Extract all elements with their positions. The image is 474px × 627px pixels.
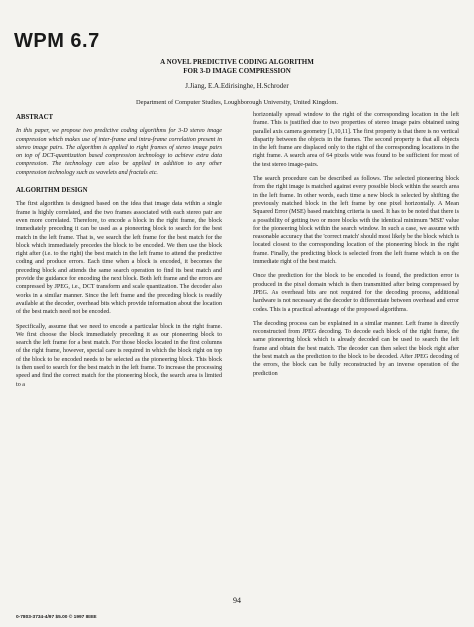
right-column: [253, 111, 459, 384]
paragraph: The first algorithm is designed based on the idea that image data within a single frame is highly correlated, and the two frames associated with each stereo pair are even more correlated. Therefore, to encode a block in the right frame, the block immediately preceding it can be used as a pioneering block to search for the best match in the left frame. That is, we search the left frame for the best match for the block which immediately precedes the block to be encoded. We then use the block right after (i.e. to the right) the best match in the left frame to attend the predictive coding and produce errors. Each time when a block is encoded, it becomes the preceding block and attends the same search operation to find its best match and provide the guidance for encoding the next block. Both left frame and the errors are compressed by JPEG, i.e., DCT transform and scale quantization. The decoder also works in a similar manner. Since the left frame and the preceding block is readily available at the decoder, overhead bits which provide information about the location of the best match need not be encoded.: [16, 201, 222, 316]
title-line-1: A NOVEL PREDICTIVE CODING ALGORITHM: [160, 58, 314, 66]
page-number: 94: [233, 596, 241, 605]
paragraph: The search procedure can be described as follows. The selected pioneering block from the right image is matched against every possible block within the search area in the left frame. In other words, each time a new block is selected by shifting the previously matched block in the left frame by one pixel horizontally. A Mean Squared Error (MSE) based matching criteria is used. It has to be noted that there is a possibility of getting two or more blocks with the identical minimum 'MSE' value for the pioneering block within the search window. In such a case, we assume with reasonable accuracy that the 'correct match' should most likely be the block which is located closest to the corresponding location of the pioneering block in the right frame. Finally, the predicting block is selected from the left frame which is on the immediate right of the best match.: [253, 176, 459, 266]
paragraph: Once the prediction for the block to be encoded is found, the prediction error is produced in the pixel domain which is then transmitted after being compressed by JPEG. As overhead bits are not required for the decoding process, additional hardware is not necessary at the decoder to differentiate between overhead and error codes. This is a practical advantage of the proposed algorithms.: [253, 273, 459, 313]
authors: J.Jiang, E.A.Edirisinghe, H.Schroder: [185, 82, 289, 90]
algorithm-design-heading: ALGORITHM DESIGN: [16, 187, 88, 195]
session-label: WPM 6.7: [14, 30, 100, 52]
paper-title: [0, 58, 474, 76]
copyright-footer: 0-7803-3734-4/97 $5.00 © 1997 IEEE: [16, 615, 97, 620]
abstract-text: In this paper, we propose two predictive coding algorithms for 3-D stereo image compression which makes use of inter-frame and intra-frame correlation present in stereo image pairs. The algorithm is applied to right frames of stereo image pairs on top of DCT-quantization based compression technology to achieve extra data compression. The technology can also be applied in addition to any other compression technology such as wavelets and fractals etc.: [16, 128, 222, 176]
left-column: [16, 114, 222, 395]
paragraph: Specifically, assume that we need to encode a particular block in the right frame. We first choose the block immediately preceding it as our pioneering block to search the left frame for a best match. For those blocks located in the first columns of the right frame, however, special care is required in which the block right on top of the block to be encoded needs to be selected as the pioneering block. This block is then used to search for the best match in the left frame. To increase the processing speed and find the correct match for the pioneering block, the search area is limited to a: [16, 323, 222, 388]
paragraph: The decoding process can be explained in a similar manner. Left frame is directly reconstructed from JPEG decoding. To decode each block of the right frame, the same pioneering block which is already decoded can be used to search the left frame and obtain the best match. The decoder can then select the block right after the best match as the prediction to the block to be decoded. After JPEG decoding of the errors, the block can be fully reconstructed by an inverse operation of the prediction: [253, 320, 459, 377]
abstract-heading: ABSTRACT: [16, 114, 54, 121]
title-line-2: FOR 3-D IMAGE COMPRESSION: [183, 67, 291, 75]
affiliation: Department of Computer Studies, Loughborough University, United Kingdom.: [136, 99, 338, 106]
paragraph: horizontally spread window to the right of the corresponding location in the left frame. This is justified due to two properties of stereo image pairs obtained using parallel axis camera geometry [1,10,11]. The first property is that there is no vertical disparity between the objects in the frames. The second property is that all objects in the left frame are displaced only to the right of the corresponding locations in the right frame. A search area of 64 pixels wide was found to be sufficient for most of the test stereo image-pairs.: [253, 112, 459, 168]
